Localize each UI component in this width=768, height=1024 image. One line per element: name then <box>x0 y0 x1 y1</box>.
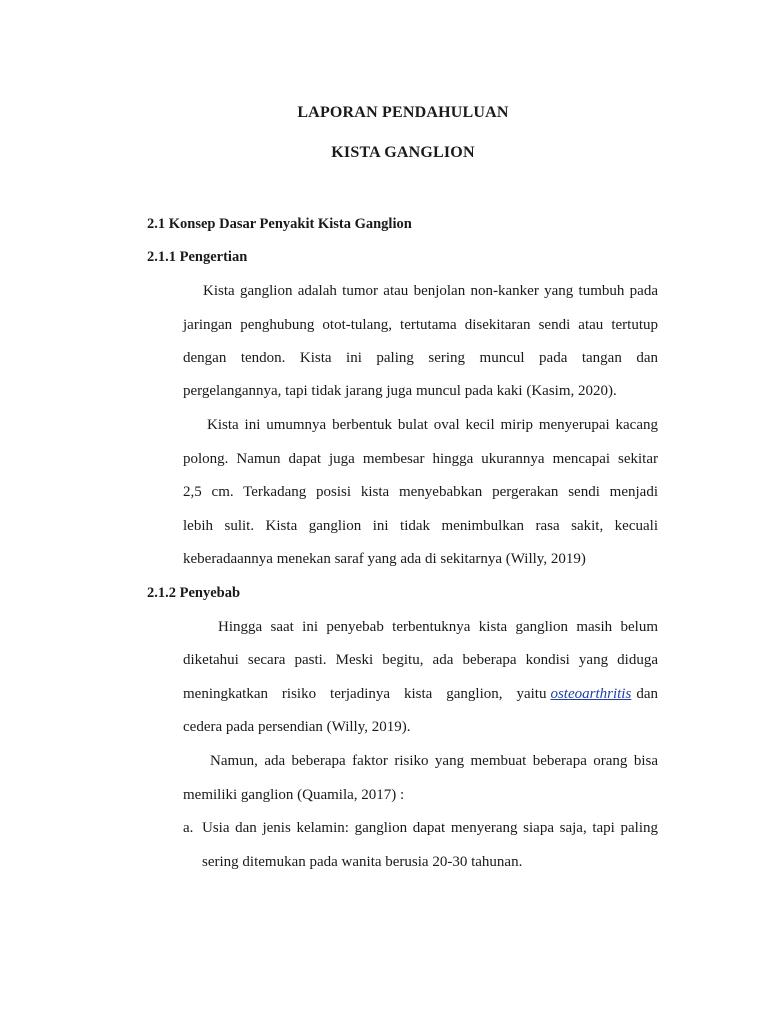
paragraph-line: Kista ini umumnya berbentuk bulat oval kecil mirip menyerupai kacang <box>207 417 658 433</box>
section-heading-2-1-1: 2.1.1 Pengertian <box>147 249 248 265</box>
paragraph-line-text: dan <box>636 686 658 702</box>
paragraph-line: Namun, ada beberapa faktor risiko yang membuat beberapa orang bisa <box>210 753 658 769</box>
list-item-line: sering ditemukan pada wanita berusia 20-30 tahunan. <box>202 854 523 870</box>
paragraph-line: Kista ganglion adalah tumor atau benjolan non-kanker yang tumbuh pada <box>203 283 658 299</box>
osteoarthritis-link[interactable]: osteoarthritis <box>550 686 632 702</box>
paragraph-line: jaringan penghubung otot-tulang, tertutama disekitaran sendi atau tertutup <box>183 317 658 333</box>
paragraph-line: 2,5 cm. Terkadang posisi kista menyebabkan pergerakan sendi menjadi <box>183 484 658 500</box>
paragraph-line: Hingga saat ini penyebab terbentuknya kista ganglion masih belum <box>218 619 658 635</box>
section-heading-2-1-2: 2.1.2 Penyebab <box>147 585 241 601</box>
paragraph-line: keberadaannya menekan saraf yang ada di sekitarnya (Willy, 2019) <box>183 551 586 567</box>
document-subtitle: KISTA GANGLION <box>331 144 475 161</box>
paragraph-line: pergelangannya, tapi tidak jarang juga muncul pada kaki (Kasim, 2020). <box>183 383 617 399</box>
section-heading-2-1: 2.1 Konsep Dasar Penyakit Kista Ganglion <box>147 216 412 232</box>
paragraph-line: polong. Namun dapat juga membesar hingga ukurannya mencapai sekitar <box>183 451 658 467</box>
list-marker: a. <box>183 820 194 836</box>
paragraph-line: lebih sulit. Kista ganglion ini tidak menimbulkan rasa sakit, kecuali <box>183 518 658 534</box>
paragraph-line: dengan tendon. Kista ini paling sering muncul pada tangan dan <box>183 350 658 366</box>
document-title: LAPORAN PENDAHULUAN <box>297 104 509 121</box>
paragraph-line: diketahui secara pasti. Meski begitu, ada beberapa kondisi yang diduga <box>183 652 658 668</box>
paragraph-line: cedera pada persendian (Willy, 2019). <box>183 719 411 735</box>
list-item-line: Usia dan jenis kelamin: ganglion dapat menyerang siapa saja, tapi paling <box>202 820 658 836</box>
paragraph-line-text: meningkatkan risiko terjadinya kista ganglion, yaitu <box>183 686 547 702</box>
paragraph-line: memiliki ganglion (Quamila, 2017) : <box>183 787 405 803</box>
paragraph-line-with-link <box>183 686 658 703</box>
